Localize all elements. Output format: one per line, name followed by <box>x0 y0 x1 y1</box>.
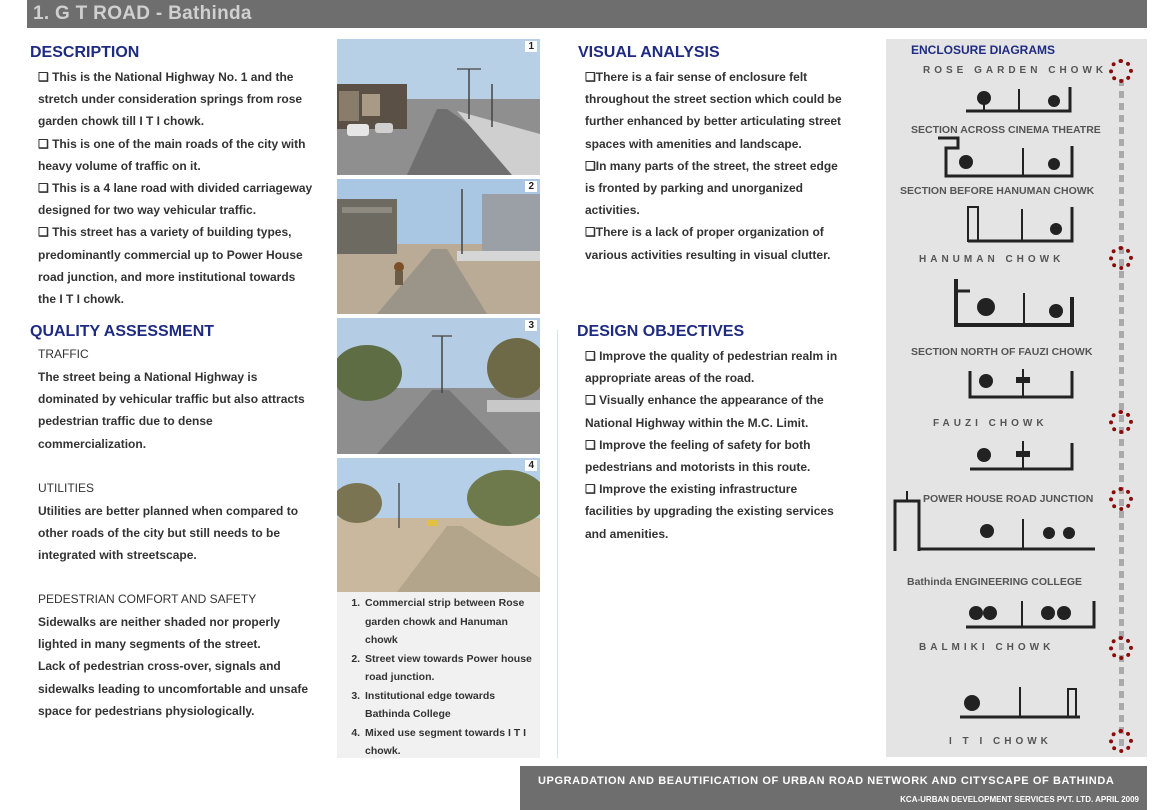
text-line: designed for two way vehicular traffic. <box>38 203 257 218</box>
text-line: The street being a National Highway is <box>38 370 258 384</box>
text-line: pedestrians and motorists in this route. <box>585 460 811 475</box>
text-line: road junction, and more institutional towards <box>38 269 296 284</box>
utilities-title: UTILITIES <box>38 481 95 495</box>
text-line: various activities resulting in visual clutter. <box>585 247 831 262</box>
section-label: SECTION ACROSS CINEMA THEATRE <box>911 124 1101 136</box>
text-line: Sidewalks are neither shaded nor properly <box>38 615 281 629</box>
text-line: space for pedestrians physiologically. <box>38 703 255 718</box>
text-line: ❑ Improve the feeling of safety for both <box>585 437 811 452</box>
street-photo-3 <box>337 318 540 454</box>
caption-item: 2. Street view towards Power house road junction. <box>363 650 540 687</box>
text-line: ❑ Visually enhance the appearance of the <box>585 393 824 408</box>
text-line: National Highway within the M.C. Limit. <box>585 415 809 430</box>
section-label: FAUZI CHOWK <box>933 418 1048 429</box>
description-text <box>38 66 328 310</box>
enclosure-title: ENCLOSURE DIAGRAMS <box>911 43 1056 57</box>
photo-captions <box>337 592 540 758</box>
street-section-diagram <box>958 679 1084 721</box>
design-objectives-text <box>585 345 875 545</box>
page-title: 1. G T ROAD - Bathinda <box>33 3 252 24</box>
text-line: stretch under consideration springs from rose <box>38 92 303 107</box>
text-line: ❑In many parts of the street, the street edge <box>585 158 838 173</box>
section-label: SECTION BEFORE HANUMAN CHOWK <box>900 185 1095 197</box>
photo-number: 2 <box>525 181 537 192</box>
street-section-diagram <box>966 365 1076 401</box>
text-line: ❑ This is the National Highway No. 1 and the <box>38 70 294 84</box>
chowk-marker-icon <box>1109 729 1133 753</box>
text-line: appropriate areas of the road. <box>585 371 755 386</box>
text-line: ❑There is a lack of proper organization of <box>585 225 824 240</box>
text-line: predominantly commercial up to Power House <box>38 247 303 262</box>
footer-project-title: UPGRADATION AND BEAUTIFICATION OF URBAN ROAD NETWORK AND CITYSCAPE OF BATHINDA <box>538 775 1115 787</box>
section-label: POWER HOUSE ROAD JUNCTION <box>923 493 1094 505</box>
traffic-title: TRAFFIC <box>38 347 89 361</box>
text-line: the I T I chowk. <box>38 292 125 307</box>
street-photo-1 <box>337 39 540 175</box>
text-line: heavy volume of traffic on it. <box>38 158 201 173</box>
text-line: Utilities are better planned when compared to <box>38 504 299 518</box>
title-bar <box>27 0 1147 28</box>
street-photo-4 <box>337 458 540 592</box>
text-line: ❑ This is one of the main roads of the city with <box>38 136 306 151</box>
text-line: Lack of pedestrian cross-over, signals and <box>38 659 281 674</box>
text-line: facilities by upgrading the existing services <box>585 504 834 519</box>
street-section-diagram <box>964 597 1098 631</box>
text-line: lighted in many segments of the street. <box>38 637 261 652</box>
photo-number: 1 <box>525 41 537 52</box>
section-label: BALMIKI CHOWK <box>919 642 1055 653</box>
section-label: I T I CHOWK <box>949 736 1052 747</box>
chowk-marker-icon <box>1109 410 1133 434</box>
enclosure-diagrams-panel <box>886 39 1147 757</box>
street-section-diagram <box>952 277 1076 329</box>
text-line: pedestrian traffic due to dense <box>38 414 213 429</box>
street-section-diagram <box>889 489 1099 553</box>
text-line: ❑ This street has a variety of building types, <box>38 225 292 240</box>
footer-credit: KCA-URBAN DEVELOPMENT SERVICES PVT. LTD. APRIL 2009 <box>900 795 1139 804</box>
design-objectives-heading: DESIGN OBJECTIVES <box>577 323 745 340</box>
text-line: other roads of the city but still needs to be <box>38 526 281 541</box>
caption-item: 1. Commercial strip between Rose garden chowk and Hanuman chowk <box>363 594 540 650</box>
chowk-marker-icon <box>1109 636 1133 660</box>
pedestrian-title: PEDESTRIAN COMFORT AND SAFETY <box>38 592 257 606</box>
street-section-diagram <box>964 83 1074 115</box>
section-label: ROSE GARDEN CHOWK <box>923 65 1108 76</box>
pedestrian-text <box>38 611 333 722</box>
utilities-text <box>38 500 328 567</box>
text-line: and amenities. <box>585 526 669 541</box>
column-divider <box>557 330 558 758</box>
visual-analysis-text <box>585 66 875 266</box>
street-section-diagram <box>966 437 1076 473</box>
text-line: activities. <box>585 203 640 218</box>
caption-item: 3. Institutional edge towards Bathinda College <box>363 687 540 724</box>
quality-heading: QUALITY ASSESSMENT <box>30 323 215 340</box>
visual-analysis-heading: VISUAL ANALYSIS <box>578 44 720 61</box>
photo-number: 3 <box>525 320 537 331</box>
section-label: HANUMAN CHOWK <box>919 254 1065 265</box>
text-line: spaces with amenities and landscape. <box>585 136 802 151</box>
street-section-diagram <box>964 197 1076 243</box>
text-line: integrated with streetscape. <box>38 548 197 563</box>
text-line: sidewalks leading to uncomfortable and unsafe <box>38 681 309 696</box>
section-label: SECTION NORTH OF FAUZI CHOWK <box>911 346 1093 358</box>
text-line: throughout the street section which could be <box>585 92 842 107</box>
text-line: dominated by vehicular traffic but also attracts <box>38 392 305 407</box>
text-line: ❑ This is a 4 lane road with divided carriageway <box>38 181 313 196</box>
photo-number: 4 <box>525 460 537 471</box>
text-line: is fronted by parking and unorganized <box>585 181 804 196</box>
chowk-marker-icon <box>1109 487 1133 511</box>
footer-bar <box>520 766 1147 810</box>
text-line: further enhanced by better articulating street <box>585 114 842 129</box>
text-line: garden chowk till I T I chowk. <box>38 114 205 129</box>
description-heading: DESCRIPTION <box>30 44 140 61</box>
traffic-text <box>38 366 328 455</box>
section-label: Bathinda ENGINEERING COLLEGE <box>907 576 1083 588</box>
street-section-diagram <box>936 136 1076 180</box>
text-line: ❑ Improve the quality of pedestrian realm in <box>585 349 838 363</box>
street-photo-2 <box>337 179 540 314</box>
text-line: ❑There is a fair sense of enclosure felt <box>585 70 808 84</box>
text-line: ❑ Improve the existing infrastructure <box>585 482 798 497</box>
text-line: commercialization. <box>38 436 147 451</box>
chowk-marker-icon <box>1109 246 1133 270</box>
chowk-marker-icon <box>1109 59 1133 83</box>
caption-item: 4. Mixed use segment towards I T I chowk. <box>363 724 540 761</box>
